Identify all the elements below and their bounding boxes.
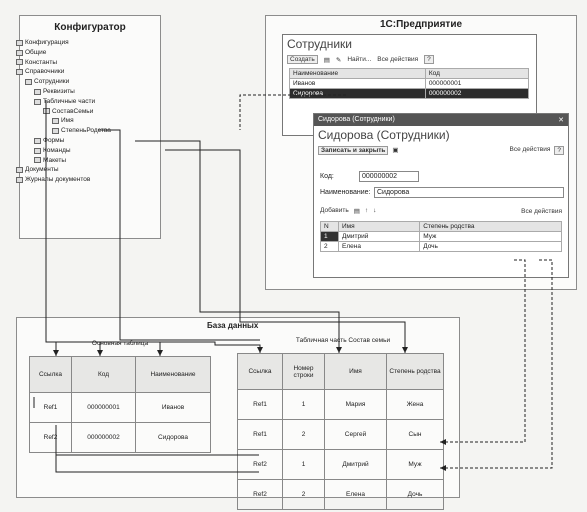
copy-icon[interactable]: ▤ <box>353 208 360 215</box>
name-field[interactable]: Сидорова <box>374 187 564 198</box>
move-down-icon[interactable]: ↓ <box>373 207 377 214</box>
dialog-toolbar <box>314 144 568 157</box>
employees-grid <box>289 68 529 99</box>
tree-node-icon <box>34 99 41 105</box>
dialog-title-bar: Сидорова (Сотрудники) ✕ <box>314 114 568 126</box>
tree-node-label: Справочники <box>25 68 65 76</box>
tree-node[interactable] <box>25 77 69 87</box>
tree-node[interactable] <box>16 165 59 175</box>
tree-node[interactable] <box>16 48 46 58</box>
close-icon[interactable]: ✕ <box>558 117 564 124</box>
find-button[interactable]: Найти... <box>347 56 372 63</box>
tree-node[interactable] <box>34 156 66 166</box>
help-button[interactable]: ? <box>554 146 564 155</box>
tree-node-icon <box>34 148 41 154</box>
tree-node[interactable] <box>16 58 57 68</box>
tree-node-icon <box>52 118 59 124</box>
tree-node-label: Имя <box>61 117 74 125</box>
column-header-name[interactable]: Наименование <box>290 69 426 79</box>
table-row[interactable]: 2 Елена Дочь <box>321 242 562 252</box>
table-row: Ref2 000000002 Сидорова <box>30 423 211 453</box>
tree-node-icon <box>16 167 23 173</box>
all-actions-menu[interactable]: Все действия <box>521 207 562 215</box>
column-header-n[interactable]: N <box>321 222 339 232</box>
tree-node[interactable] <box>34 87 75 97</box>
tree-node[interactable] <box>16 175 90 185</box>
name-label: Наименование: <box>320 189 371 196</box>
tree-node-label: СтепеньРодства <box>61 127 111 135</box>
tree-node-icon <box>16 40 23 46</box>
tree-node[interactable] <box>43 107 93 117</box>
tree-node[interactable] <box>52 126 111 136</box>
tree-node[interactable] <box>34 136 64 146</box>
tree-node-icon <box>52 128 59 134</box>
tree-node[interactable] <box>34 97 95 107</box>
copy-icon[interactable]: ▤ <box>323 56 330 64</box>
tree-node-label: Документы <box>25 166 59 174</box>
tree-node-label: Команды <box>43 146 71 154</box>
save-close-button[interactable]: Записать и закрыть <box>318 146 388 155</box>
tree-node-label: Общие <box>25 48 47 56</box>
table-toolbar <box>316 205 566 217</box>
tree-node-icon <box>16 177 23 183</box>
edit-icon[interactable]: ✎ <box>335 56 342 64</box>
table-row: Ref1 2 Сергей Сын <box>238 420 444 450</box>
tree-node-label: Макеты <box>43 156 67 164</box>
table-row[interactable]: 1 Дмитрий Муж <box>321 232 562 242</box>
code-label: Код: <box>320 173 334 180</box>
tree-node-icon <box>16 59 23 65</box>
main-table-caption: Основная таблица <box>91 340 149 347</box>
tree-node-label: СоставСемьи <box>52 107 94 115</box>
tree-node-label: Журналы документов <box>25 176 91 184</box>
tree-node-icon <box>34 138 41 144</box>
family-grid <box>320 221 562 252</box>
tree-node-icon <box>34 157 41 163</box>
tree-node-icon <box>16 69 23 75</box>
configurator-title: Конфигуратор <box>54 22 126 33</box>
tree-node-icon <box>16 50 23 56</box>
table-row-selected[interactable]: Сидорова 000000002 <box>290 89 529 99</box>
database-title: База данных <box>207 321 259 330</box>
tree-node[interactable] <box>34 146 71 156</box>
create-button[interactable]: Создать <box>287 55 318 64</box>
list-window-title: Сотрудники <box>287 37 352 51</box>
list-toolbar <box>283 53 536 66</box>
tree-node-label: Константы <box>25 58 57 66</box>
table-row[interactable]: Иванов 000000001 <box>290 79 529 89</box>
tree-node-label: Сотрудники <box>34 78 70 86</box>
column-header-name[interactable]: Имя <box>339 222 420 232</box>
dialog-heading: Сидорова (Сотрудники) <box>318 128 450 142</box>
add-button[interactable]: Добавить <box>320 207 349 214</box>
save-icon[interactable]: ▣ <box>392 147 399 154</box>
table-row: Ref1 1 Мария Жена <box>238 390 444 420</box>
move-up-icon[interactable]: ↑ <box>364 207 369 214</box>
tree-node-icon <box>43 108 50 114</box>
tree-node-label: Формы <box>43 137 65 144</box>
code-field[interactable]: 000000002 <box>359 171 419 182</box>
tree-node[interactable] <box>16 67 64 77</box>
tree-node[interactable] <box>52 116 74 126</box>
tab-table: Ссылка Номер строки Имя Степень родства Ref1 1 Мария Жена Ref1 2 Сергей Сын Ref2 1 Дмитрий Муж Ref2 2 Елена Дочь <box>237 353 444 510</box>
all-actions-menu[interactable]: Все действия <box>509 146 551 153</box>
tree-node-icon <box>34 89 41 95</box>
employee-dialog <box>313 113 569 278</box>
all-actions-menu[interactable]: Все действия <box>377 56 419 63</box>
column-header-code[interactable]: Код <box>425 69 528 79</box>
tree-node-label: Реквизиты <box>43 88 75 95</box>
table-row: Ref1 000000001 Иванов <box>30 393 211 423</box>
tree-node[interactable] <box>16 38 69 48</box>
enterprise-title: 1С:Предприятие <box>379 19 463 30</box>
main-table: Ссылка Код Наименование Ref1 000000001 Иванов Ref2 000000002 Сидорова <box>29 356 211 453</box>
column-header-relation[interactable]: Степень родства <box>420 222 562 232</box>
table-row: Ref2 1 Дмитрий Муж <box>238 450 444 480</box>
tree-node-label: Табличные части <box>43 97 96 105</box>
tree-node-icon <box>25 79 32 85</box>
tab-table-caption: Табличная часть Состав семьи <box>295 337 391 344</box>
help-button[interactable]: ? <box>424 55 434 64</box>
tree-node-label: Конфигурация <box>25 39 69 46</box>
table-row: Ref2 2 Елена Дочь <box>238 480 444 510</box>
